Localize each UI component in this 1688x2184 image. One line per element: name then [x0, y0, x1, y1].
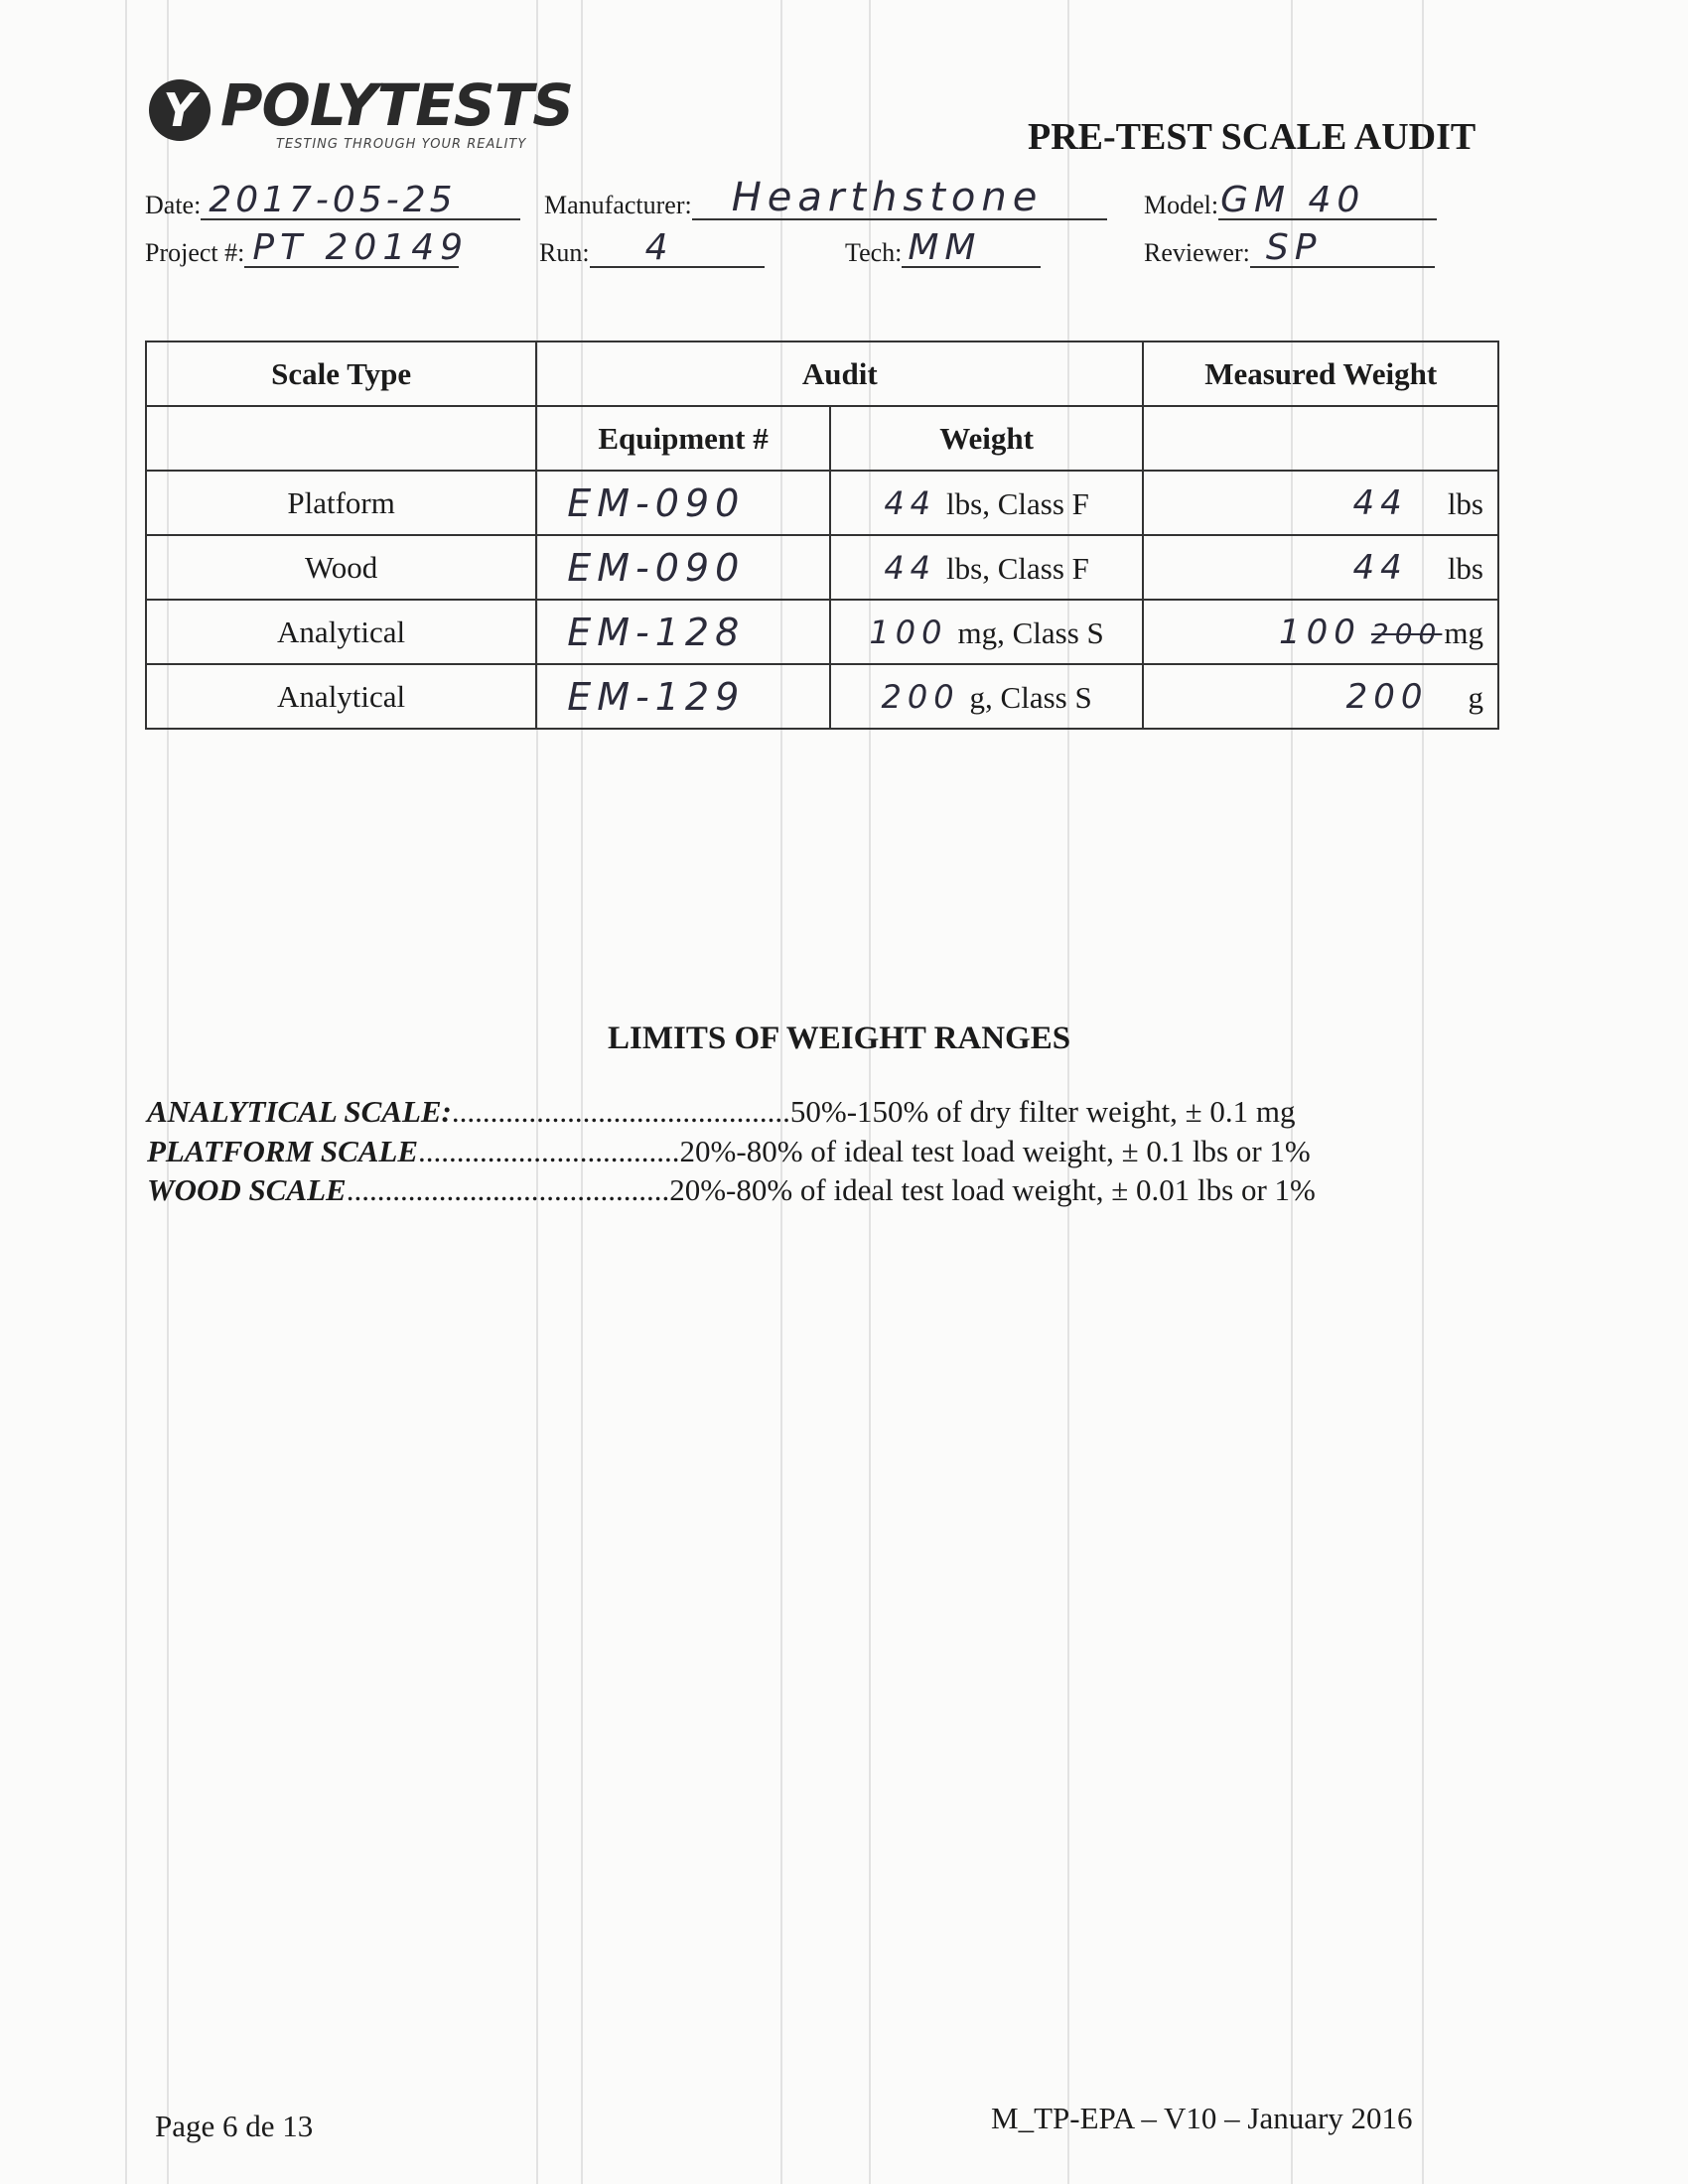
- table-row: [146, 600, 1498, 664]
- scale-type-cell: Platform: [146, 471, 536, 535]
- limit-dots: ............................................: [451, 1094, 790, 1129]
- weight-cell: [830, 471, 1144, 535]
- tech-field: [845, 227, 1041, 268]
- scan-line: [780, 0, 782, 2184]
- reviewer-label: Reviewer:: [1144, 238, 1250, 267]
- date-label: Date:: [145, 191, 202, 219]
- weight-value: 200: [881, 677, 960, 716]
- manufacturer-value: Hearthstone: [731, 175, 1044, 220]
- limit-label: PLATFORM SCALE: [147, 1134, 419, 1168]
- brand-name: POLYTESTS: [220, 71, 574, 139]
- scan-line: [167, 0, 169, 2184]
- model-label: Model:: [1144, 191, 1219, 219]
- scale-type-cell: Analytical: [146, 664, 536, 729]
- table-header-row: [146, 341, 1498, 406]
- run-value: 4: [644, 227, 674, 268]
- measured-value: 200: [1345, 676, 1429, 717]
- weight-cell: [830, 664, 1144, 729]
- table-subheader-row: [146, 406, 1498, 471]
- model-value: GM 40: [1220, 180, 1366, 220]
- scale-type-cell: Wood: [146, 535, 536, 600]
- col-header-scale-type: Scale Type: [146, 341, 536, 406]
- limit-label: WOOD SCALE: [147, 1172, 347, 1207]
- polytests-logo-icon: Y: [149, 79, 211, 141]
- equipment-cell: EM-090: [536, 535, 830, 600]
- run-label: Run:: [539, 238, 590, 267]
- col-header-audit: Audit: [536, 341, 1143, 406]
- weight-cell: [830, 535, 1144, 600]
- limits-title: LIMITS OF WEIGHT RANGES: [608, 1021, 1071, 1056]
- scan-line: [125, 0, 127, 2184]
- reviewer-value: SP: [1265, 227, 1323, 268]
- date-value: 2017-05-25: [209, 180, 457, 220]
- tech-value: MM: [908, 227, 982, 268]
- page-number: Page 6 de 13: [155, 2109, 314, 2143]
- weight-cell: [830, 600, 1144, 664]
- col-header-measured-weight: Measured Weight: [1143, 341, 1498, 406]
- measured-cell: [1143, 600, 1498, 664]
- subheader-equipment: Equipment #: [536, 406, 830, 471]
- measured-cell: [1143, 471, 1498, 535]
- manufacturer-label: Manufacturer:: [544, 191, 692, 219]
- limit-dots: ..........................................: [346, 1172, 670, 1207]
- measured-value: 44: [1352, 547, 1408, 588]
- measured-unit: mg: [1444, 614, 1483, 650]
- scan-line: [1422, 0, 1424, 2184]
- model-field: [1144, 180, 1437, 220]
- limit-label: ANALYTICAL SCALE:: [147, 1094, 452, 1129]
- weight-unit: lbs, Class F: [946, 485, 1089, 521]
- reviewer-field: [1144, 227, 1435, 268]
- table-row: [146, 471, 1498, 535]
- scan-line: [869, 0, 871, 2184]
- limit-row-wood: [147, 1172, 1316, 1208]
- equipment-cell: EM-128: [536, 600, 830, 664]
- limit-dots: ..................................: [418, 1134, 680, 1168]
- weight-value: 100: [869, 613, 948, 651]
- limit-text: 20%-80% of ideal test load weight, ± 0.1 lbs or 1%: [679, 1134, 1311, 1168]
- measured-unit: lbs: [1447, 550, 1483, 586]
- tech-label: Tech:: [845, 238, 903, 267]
- table-row: [146, 664, 1498, 729]
- subheader-empty: [1143, 406, 1498, 471]
- limit-text: 20%-80% of ideal test load weight, ± 0.01 lbs or 1%: [669, 1172, 1316, 1207]
- weight-value: 44: [884, 548, 937, 587]
- weight-unit: mg, Class S: [957, 614, 1104, 650]
- scale-audit-table: [145, 341, 1499, 730]
- weight-unit: g, Class S: [969, 679, 1092, 715]
- run-field: [539, 227, 765, 268]
- document-id: M_TP-EPA – V10 – January 2016: [991, 2101, 1413, 2135]
- limit-text: 50%-150% of dry filter weight, ± 0.1 mg: [789, 1094, 1296, 1129]
- project-value: PT 20149: [252, 227, 470, 268]
- weight-unit: lbs, Class F: [946, 550, 1089, 586]
- measured-unit: g: [1468, 679, 1483, 715]
- project-label: Project #:: [145, 238, 245, 267]
- weight-value: 44: [884, 483, 937, 522]
- equipment-cell: EM-129: [536, 664, 830, 729]
- measured-cell: [1143, 664, 1498, 729]
- equipment-cell: EM-090: [536, 471, 830, 535]
- manufacturer-field: [544, 175, 1107, 220]
- measured-cell: [1143, 535, 1498, 600]
- scale-type-cell: Analytical: [146, 600, 536, 664]
- date-field: [145, 180, 520, 220]
- scan-line: [1067, 0, 1069, 2184]
- page-title: PRE-TEST SCALE AUDIT: [1028, 116, 1477, 158]
- brand-tagline: TESTING THROUGH YOUR REALITY: [276, 137, 527, 152]
- limit-row-analytical: [147, 1094, 1296, 1130]
- subheader-empty: [146, 406, 536, 471]
- subheader-weight: Weight: [830, 406, 1144, 471]
- measured-value: 100: [1279, 612, 1361, 652]
- table-row: [146, 535, 1498, 600]
- measured-struck-value: 200: [1370, 616, 1443, 650]
- project-field: [145, 227, 470, 268]
- limit-row-platform: [147, 1134, 1311, 1169]
- scan-line: [1291, 0, 1293, 2184]
- scan-line: [536, 0, 538, 2184]
- measured-unit: lbs: [1447, 485, 1483, 521]
- measured-value: 44: [1352, 482, 1408, 523]
- scan-line: [581, 0, 583, 2184]
